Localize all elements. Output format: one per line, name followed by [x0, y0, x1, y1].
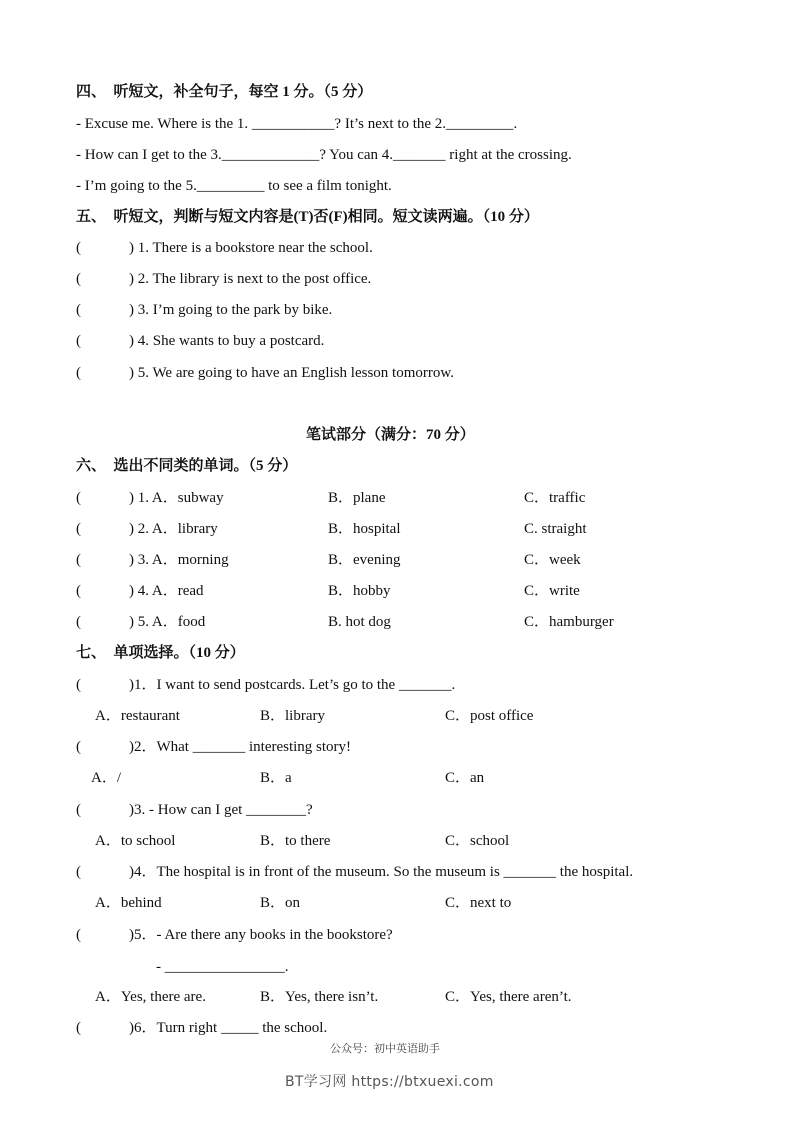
odd-one-out-5-c: C．hamburger: [524, 614, 614, 630]
question-5-option-b: B．Yes, there isn’t.: [260, 989, 379, 1005]
paren-open: (: [76, 1020, 81, 1036]
section-4-line-2: - How can I get to the 3._____________? You can 4._______ right at the crossing.: [76, 147, 572, 163]
question-3-stem: )3. - How can I get ________?: [129, 802, 313, 818]
odd-one-out-3-c: C．week: [524, 552, 581, 568]
paren-open: (: [76, 864, 81, 880]
paren-open: (: [76, 739, 81, 755]
question-4-option-c: C．next to: [445, 895, 512, 911]
odd-one-out-1-b: B．plane: [328, 490, 386, 506]
question-5-option-a: A．Yes, there are.: [95, 989, 206, 1005]
paren-open: (: [76, 614, 81, 630]
odd-one-out-2-c: C. straight: [524, 521, 587, 537]
section-7-title: 七、 单项选择。（10 分）: [76, 645, 245, 661]
section-4-line-1: - Excuse me. Where is the 1. ___________? It’s next to the 2._________.: [76, 116, 518, 132]
odd-one-out-5-b: B. hot dog: [328, 614, 391, 630]
odd-one-out-1-c: C．traffic: [524, 490, 586, 506]
question-4-option-a: A．behind: [95, 895, 162, 911]
question-3-option-a: A．to school: [95, 833, 176, 849]
watermark: 公众号：初中英语助手: [330, 1042, 440, 1055]
paren-open: (: [76, 927, 81, 943]
paren-open: (: [76, 490, 81, 506]
odd-one-out-4-b: B．hobby: [328, 583, 391, 599]
section-6-title: 六、 选出不同类的单词。（5 分）: [76, 458, 298, 474]
question-5-option-c: C．Yes, there aren’t.: [445, 989, 572, 1005]
odd-one-out-4-c: C．write: [524, 583, 580, 599]
footer-site[interactable]: BT学习网 https://btxuexi.com: [285, 1074, 494, 1090]
question-4-option-b: B．on: [260, 895, 301, 911]
tf-item-5: ) 5. We are going to have an English lesson tomorrow.: [129, 365, 454, 381]
odd-one-out-1-a: ) 1. A．subway: [129, 490, 224, 506]
section-4-title: 四、 听短文，补全句子，每空 1 分。（5 分）: [76, 84, 373, 100]
paren-open: (: [76, 302, 81, 318]
odd-one-out-5-a: ) 5. A．food: [129, 614, 206, 630]
tf-item-2: ) 2. The library is next to the post office.: [129, 271, 372, 287]
question-5-answer-line: - ________________.: [156, 959, 289, 975]
question-2-option-b: B．a: [260, 770, 292, 786]
question-3-option-c: C．school: [445, 833, 510, 849]
odd-one-out-2-a: ) 2. A．library: [129, 521, 218, 537]
tf-item-4: ) 4. She wants to buy a postcard.: [129, 333, 325, 349]
paren-open: (: [76, 521, 81, 537]
question-5-stem: )5．- Are there any books in the bookstore?: [129, 927, 393, 943]
tf-item-3: ) 3. I’m going to the park by bike.: [129, 302, 333, 318]
question-1-option-b: B．library: [260, 708, 325, 724]
paren-open: (: [76, 365, 81, 381]
question-1-option-c: C．post office: [445, 708, 534, 724]
question-1-option-a: A．restaurant: [95, 708, 180, 724]
odd-one-out-3-a: ) 3. A．morning: [129, 552, 229, 568]
question-2-stem: )2．What _______ interesting story!: [129, 739, 352, 755]
tf-item-1: ) 1. There is a bookstore near the school.: [129, 240, 373, 256]
written-part-heading: 笔试部分（满分：70 分）: [306, 427, 475, 443]
odd-one-out-3-b: B．evening: [328, 552, 401, 568]
odd-one-out-2-b: B．hospital: [328, 521, 401, 537]
paren-open: (: [76, 677, 81, 693]
question-2-option-c: C．an: [445, 770, 485, 786]
section-5-title: 五、 听短文，判断与短文内容是(T)否(F)相同。短文读两遍。（10 分）: [76, 209, 539, 225]
question-2-option-a: A．/: [91, 770, 122, 786]
paren-open: (: [76, 333, 81, 349]
section-4-line-3: - I’m going to the 5._________ to see a film tonight.: [76, 178, 392, 194]
question-3-option-b: B．to there: [260, 833, 331, 849]
paren-open: (: [76, 271, 81, 287]
paren-open: (: [76, 802, 81, 818]
question-6-stem: )6．Turn right _____ the school.: [129, 1020, 328, 1036]
paren-open: (: [76, 583, 81, 599]
question-4-stem: )4．The hospital is in front of the museum. So the museum is _______ the hospital.: [129, 864, 634, 880]
odd-one-out-4-a: ) 4. A．read: [129, 583, 204, 599]
paren-open: (: [76, 240, 81, 256]
paren-open: (: [76, 552, 81, 568]
question-1-stem: )1．I want to send postcards. Let’s go to the _______.: [129, 677, 456, 693]
